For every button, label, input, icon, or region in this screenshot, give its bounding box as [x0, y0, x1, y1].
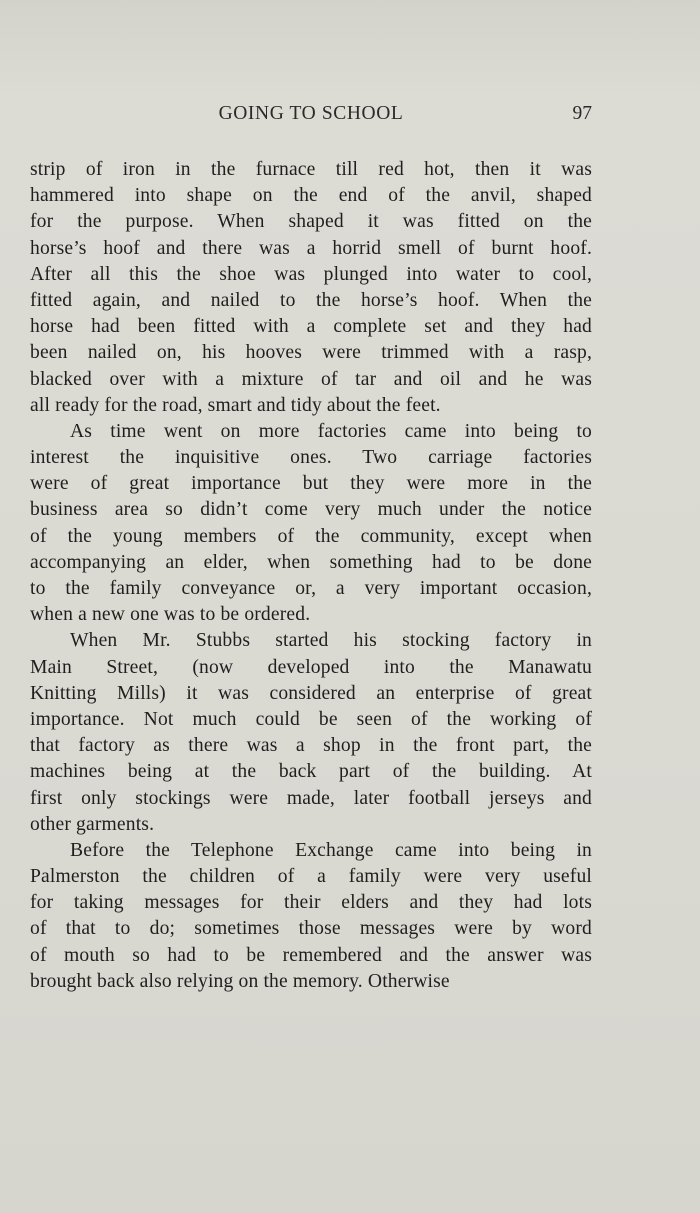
text-line: for the purpose. When shaped it was fitted on the [30, 211, 592, 233]
text-line: Palmerston the children of a family were very useful [30, 866, 592, 888]
running-title: GOING TO SCHOOL [218, 103, 404, 124]
text-line: accompanying an elder, when something had to be done [30, 551, 592, 573]
text-line: of the young members of the community, except when [30, 525, 592, 547]
text-line: After all this the shoe was plunged into water to cool, [30, 263, 592, 285]
text-line: brought back also relying on the memory. Otherwise [30, 970, 450, 992]
text-line: of that to do; sometimes those messages were by word [30, 918, 592, 940]
paragraph [30, 419, 592, 629]
text-line: strip of iron in the furnace till red hot, then it was [30, 159, 592, 180]
text-line: been nailed on, his hooves were trimmed with a rasp, [30, 342, 592, 364]
body-text [30, 157, 592, 995]
paragraph [30, 628, 592, 838]
paragraph [30, 838, 592, 995]
page-number: 97 [572, 103, 592, 124]
text-line: interest the inquisitive ones. Two carriage factories [30, 447, 592, 469]
text-line: horse’s hoof and there was a horrid smell of burnt hoof. [30, 237, 592, 259]
text-line: other garments. [30, 813, 155, 835]
paragraph [30, 157, 592, 419]
text-line: blacked over with a mixture of tar and oil and he was [30, 368, 592, 390]
text-line: hammered into shape on the end of the anvil, shaped [30, 185, 592, 207]
text-line: Main Street, (now developed into the Manawatu [30, 656, 592, 678]
text-line: importance. Not much could be seen of the working of [30, 708, 592, 730]
text-line: all ready for the road, smart and tidy about the feet. [30, 394, 441, 416]
text-line: When Mr. Stubbs started his stocking factory in [70, 630, 592, 652]
text-line: that factory as there was a shop in the front part, the [30, 735, 592, 757]
text-line: As time went on more factories came into being to [70, 420, 592, 442]
text-line: for taking messages for their elders and they had lots [30, 892, 592, 914]
text-line: horse had been fitted with a complete set and they had [30, 316, 592, 338]
text-line: were of great importance but they were more in the [30, 473, 592, 495]
running-head [30, 103, 592, 131]
text-line: business area so didn’t come very much under the notice [30, 499, 592, 521]
text-line: of mouth so had to be remembered and the answer was [30, 944, 592, 966]
text-line: when a new one was to be ordered. [30, 604, 311, 626]
text-line: machines being at the back part of the building. At [30, 761, 592, 783]
text-line: first only stockings were made, later football jerseys and [30, 787, 592, 809]
text-line: Knitting Mills) it was considered an enterprise of great [30, 682, 592, 704]
text-line: fitted again, and nailed to the horse’s hoof. When the [30, 289, 592, 311]
text-line: to the family conveyance or, a very important occasion, [30, 578, 592, 599]
text-line: Before the Telephone Exchange came into being in [70, 839, 592, 861]
